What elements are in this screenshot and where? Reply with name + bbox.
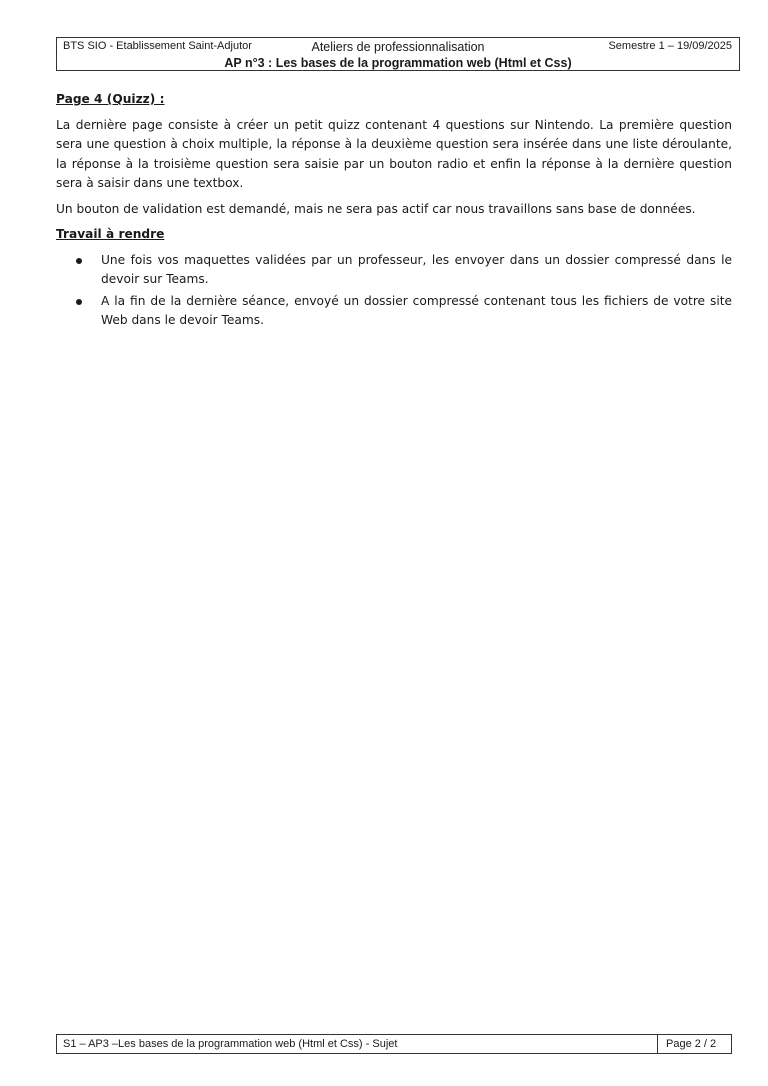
header-semester-date: Semestre 1 – 19/09/2025 [608, 40, 732, 52]
document-body [56, 90, 732, 333]
bullet-icon [76, 299, 82, 305]
list-item-text: Une fois vos maquettes validées par un professeur, les envoyer dans un dossier compressé dans le devoir sur Teams. [101, 252, 732, 286]
header-course: Ateliers de professionnalisation [311, 40, 485, 54]
footer-document-title: S1 – AP3 –Les bases de la programmation web (Html et Css) - Sujet [63, 1038, 398, 1050]
header-school: BTS SIO - Etablissement Saint-Adjutor [63, 40, 252, 52]
page-footer [56, 1034, 732, 1054]
header-title: AP n°3 : Les bases de la programmation web (Html et Css) [224, 56, 572, 70]
list-item [56, 292, 732, 331]
footer-page-number: Page 2 / 2 [666, 1038, 717, 1050]
paragraph-validation-button: Un bouton de validation est demandé, mais ne sera pas actif car nous travaillons sans base de données. [56, 201, 696, 216]
header-top-row [57, 38, 739, 56]
page-header [56, 37, 740, 71]
deliverables-list [56, 251, 732, 331]
list-item-text: A la fin de la dernière séance, envoyé un dossier compressé contenant tous les fichiers de votre site Web dans le devoir Teams. [101, 293, 732, 327]
section-title-deliverables: Travail à rendre [56, 227, 165, 241]
section-title-quizz: Page 4 (Quizz) : [56, 92, 165, 106]
bullet-icon [76, 258, 82, 264]
footer-divider [657, 1035, 658, 1053]
paragraph-quizz-description: La dernière page consiste à créer un petit quizz contenant 4 questions sur Nintendo. La première question sera une question à choix multiple, la réponse à la deuxième question sera insérée dans une liste déroulante, la réponse à la troisième question sera saisie par un bouton radio et enfin la réponse à la dernière question sera à saisir dans une textbox. [56, 117, 732, 190]
list-item [56, 251, 732, 290]
